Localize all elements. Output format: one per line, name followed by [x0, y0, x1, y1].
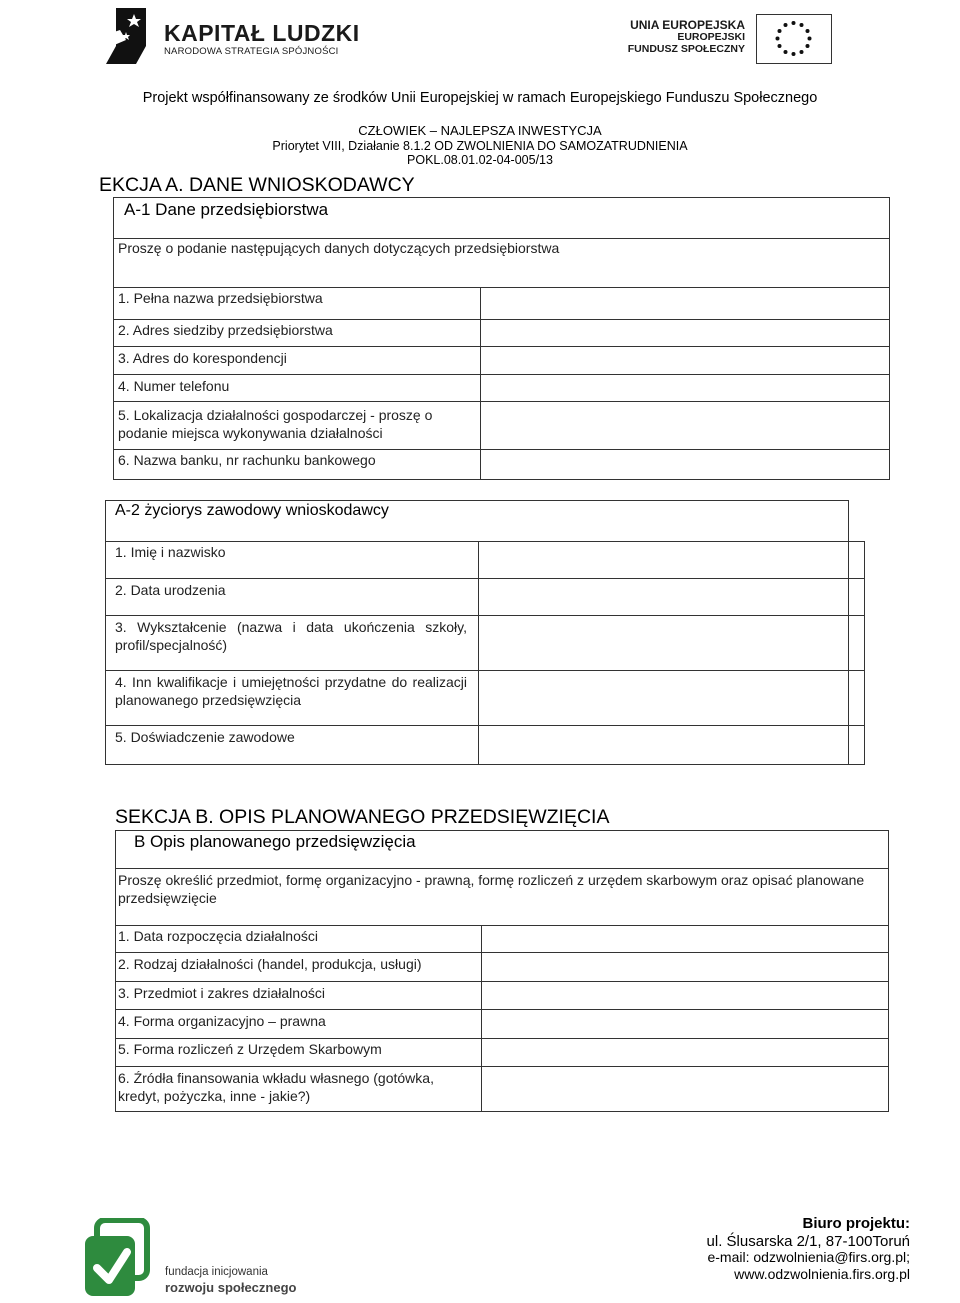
section-b-title: SEKCJA B. OPIS PLANOWANEGO PRZEDSIĘWZIĘCIA: [115, 806, 610, 828]
a2-row-label: 4. Inn kwalifikacje i umiejętności przydatne do realizacji planowanego przedsięwzięcia: [115, 674, 467, 708]
a1-instruction: Proszę o podanie następujących danych dotyczących przedsiębiorstwa: [118, 240, 560, 256]
project-slogan: CZŁOWIEK – NAJLEPSZA INWESTYCJA: [358, 123, 602, 138]
b-row-label: 2. Rodzaj działalności (handel, produkcja, usługi): [118, 956, 422, 972]
a2-values-box: [478, 541, 865, 765]
firs-logo-icon: [83, 1218, 163, 1298]
b-box-title: B Opis planowanego przedsięwzięcia: [134, 832, 416, 851]
b-row-label: 1. Data rozpoczęcia działalności: [118, 928, 318, 944]
eu-logo: [627, 14, 840, 66]
a1-row-label: 5. Lokalizacja działalności gospodarczej - proszę o podanie miejsca wykonywania działalności: [118, 407, 433, 441]
a1-row-label: 1. Pełna nazwa przedsiębiorstwa: [118, 290, 323, 306]
kapital-ludzki-subtitle: NARODOWA STRATEGIA SPÓJNOŚCI: [164, 46, 339, 57]
a1-row-label: 4. Numer telefonu: [118, 378, 230, 394]
kapital-ludzki-title: KAPITAŁ LUDZKI: [164, 20, 360, 46]
eu-logo-text: UNIA EUROPEJSKA EUROPEJSKI FUNDUSZ SPOŁECZNY: [627, 18, 745, 55]
a2-row-label: 3. Wykształcenie (nazwa i data ukończenia szkoły, profil/specjalność): [115, 619, 467, 653]
kapital-ludzki-logo: [98, 6, 360, 68]
office-email: e-mail: odzwolnienia@firs.org.pl;: [707, 1249, 910, 1265]
section-a-title: EKCJA A. DANE WNIOSKODAWCY: [99, 174, 415, 196]
eu-flag-icon: [756, 14, 832, 64]
a2-row-label: 2. Data urodzenia: [115, 582, 226, 598]
b-row-label: 4. Forma organizacyjno – prawna: [118, 1013, 326, 1029]
firs-logo-line1: fundacja inicjowania: [165, 1266, 268, 1278]
office-address: ul. Ślusarska 2/1, 87-100Toruń: [706, 1233, 910, 1250]
a2-row-label: 5. Doświadczenie zawodowe: [115, 729, 295, 745]
project-cofinancing-line: Projekt współfinansowany ze środków Unii Europejskiej w ramach Europejskiego Funduszu Społecznego: [142, 90, 818, 106]
a2-row-label: 1. Imię i nazwisko: [115, 544, 226, 560]
a1-row-label: 6. Nazwa banku, nr rachunku bankowego: [118, 452, 376, 468]
b-row-label: 5. Forma rozliczeń z Urzędem Skarbowym: [118, 1041, 382, 1057]
project-priority: Priorytet VIII, Działanie 8.1.2 OD ZWOLNIENIA DO SAMOZATRUDNIENIA: [272, 139, 688, 153]
a2-title: A-2 życiorys zawodowy wnioskodawcy: [115, 502, 389, 519]
a1-title: A-1 Dane przedsiębiorstwa: [124, 200, 329, 219]
b-row-label: 6. Źródła finansowania wkładu własnego (gotówka, kredyt, pożyczka, inne - jakie?): [118, 1070, 434, 1104]
b-instruction: Proszę określić przedmiot, formę organizacyjno - prawną, formę rozliczeń z urzędem skarbowym oraz opisać planowane przedsięwzięcie: [118, 872, 865, 906]
office-title: Biuro projektu:: [802, 1215, 910, 1232]
a1-row-label: 2. Adres siedziby przedsiębiorstwa: [118, 322, 333, 338]
project-number: POKL.08.01.02-04-005/13: [407, 153, 553, 167]
firs-logo: [83, 1218, 297, 1298]
b-row-label: 3. Przedmiot i zakres działalności: [118, 985, 325, 1001]
firs-logo-line2: rozwoju społecznego: [165, 1280, 297, 1295]
kapital-ludzki-emblem-icon: [98, 6, 158, 68]
a1-row-label: 3. Adres do korespondencji: [118, 350, 287, 366]
office-website: www.odzwolnienia.firs.org.pl: [734, 1266, 910, 1282]
